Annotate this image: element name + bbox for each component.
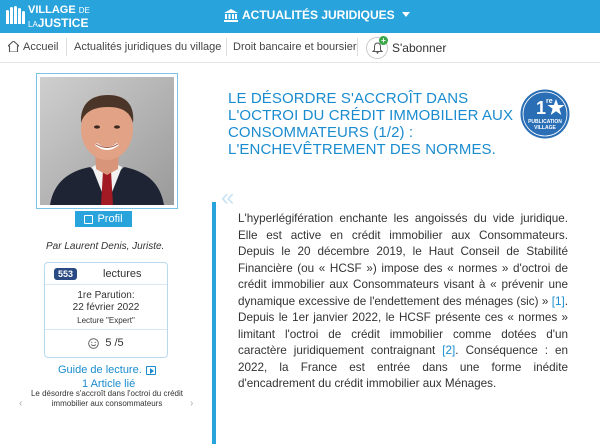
badge-label-2: VILLAGE [534, 125, 556, 131]
lead-text-b: . Depuis le 1er janvier 2022, le HCSF présente ces « normes » limitant l'octroi de crédit immobilier comme dotées d'un caractère juridiquement contraignant [238, 294, 568, 357]
topnav-label: ACTUALITÉS JURIDIQUES [242, 8, 395, 22]
subscribe-button[interactable] [366, 37, 446, 59]
quote-mark: « [221, 184, 235, 211]
profile-card-icon [84, 215, 93, 224]
play-icon [146, 366, 156, 375]
badge-sup: re [546, 98, 553, 105]
chevron-left-icon[interactable]: ‹ [19, 398, 23, 409]
breadcrumb-divider [66, 38, 67, 56]
subscribe-label: S'abonner [392, 41, 447, 55]
related-articles-count[interactable]: 1 Article lié [82, 378, 136, 390]
footnote-link-2[interactable]: [2] [442, 344, 456, 357]
bank-icon [224, 9, 238, 22]
author-byline: Par Laurent Denis, Juriste. [46, 241, 165, 252]
home-icon [8, 41, 19, 52]
reading-guide-label: Guide de lecture. [58, 364, 142, 376]
first-publication-badge [520, 89, 570, 139]
reads-count-badge: 553 [54, 268, 77, 280]
quote-bar [212, 202, 216, 444]
breadcrumb-droit-bancaire[interactable]: Droit bancaire et boursier [233, 41, 357, 53]
top-bar [0, 0, 600, 33]
logo-people-icon [6, 6, 25, 24]
parution-date: 22 février 2022 [72, 302, 140, 313]
logo-text: VILLAGE DE LAJUSTICE [28, 4, 90, 30]
rating-row [45, 337, 167, 349]
plus-icon: + [379, 36, 388, 45]
profile-button[interactable] [75, 211, 132, 227]
chevron-down-icon [402, 12, 410, 18]
author-photo-frame [36, 73, 178, 209]
bell-icon [366, 37, 388, 59]
author-photo[interactable] [40, 77, 174, 205]
article-title: LE DÉSORDRE S'ACCROÎT DANS L'OCTROI DU CRÉDIT IMMOBILIER AUX CONSOMMATEURS (1/2) : L'ENCHEVÊTREMENT DES NORMES. [228, 90, 514, 158]
lead-text-a: L'hyperlégifération enchante les angoissés du vide juridique. Elle est active en crédit immobilier aux Consommateurs. Depuis le 20 décembre 2019, le Haut Conseil de Stabilité Financière (ou « HCSF ») impose des « normes » d'octroi de crédit immobilier aux Consommateurs visant à « prévenir une dynamique excessive de l'endettement des ménages (sic) » [238, 212, 568, 308]
divider [45, 329, 167, 330]
related-article-link[interactable]: Le désordre s'accroît dans l'octroi du crédit immobilier aux consommateurs [30, 389, 184, 408]
badge-label-1: PUBLICATION [528, 119, 562, 125]
badge-rank: 1 [536, 98, 547, 118]
parution-label: 1re Parution: [77, 290, 135, 301]
topnav-actualites-menu[interactable] [224, 8, 410, 22]
breadcrumb-divider [357, 38, 358, 56]
rating-max: /5 [114, 337, 124, 349]
profile-label: Profil [97, 213, 123, 225]
article-stats-card [44, 262, 168, 358]
parution-info [45, 290, 167, 314]
site-logo[interactable] [6, 3, 96, 30]
breadcrumb-home[interactable]: Accueil [23, 41, 59, 53]
reading-guide-link[interactable] [58, 364, 156, 376]
breadcrumb-actualites[interactable]: Actualités juridiques du village [74, 41, 222, 53]
breadcrumb [0, 33, 600, 63]
smiley-icon [88, 338, 99, 349]
reading-level: Lecture "Expert" [77, 316, 135, 325]
lead-text-c: . Conséquence : en 2022, la France est entrée dans une forme inédite d'encadrement du crédit immobilier aux Ménages. [238, 344, 568, 390]
reads-row [45, 263, 167, 285]
rating-value: 5 [105, 337, 112, 349]
chevron-right-icon[interactable]: › [190, 398, 194, 409]
breadcrumb-divider [226, 38, 227, 56]
article-lead [238, 211, 568, 393]
reads-label: lectures [103, 268, 142, 280]
footnote-link-1[interactable]: [1] [551, 294, 565, 308]
